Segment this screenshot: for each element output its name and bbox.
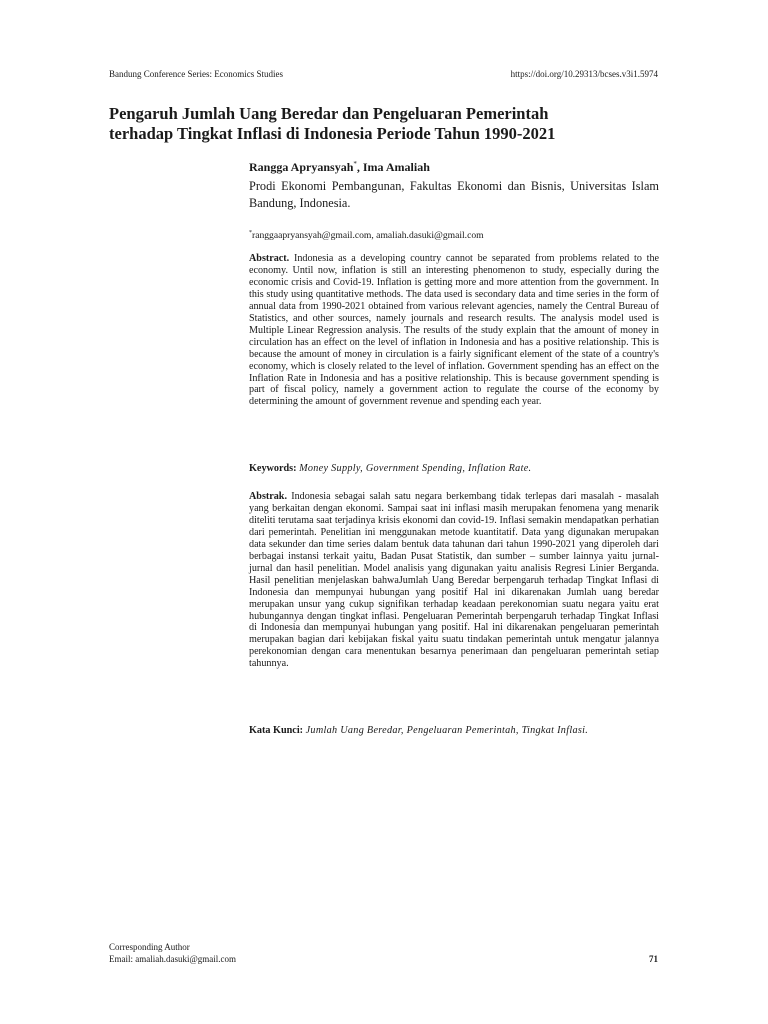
keywords-values: Money Supply, Government Spending, Inflation Rate.	[299, 463, 532, 474]
corresponding-author-label: Corresponding Author	[109, 942, 190, 952]
email-mark: *	[249, 230, 252, 236]
keywords-indonesian	[249, 724, 659, 737]
title-line-2: terhadap Tingkat Inflasi di Indonesia Periode Tahun 1990-2021	[109, 124, 556, 143]
affiliation: Prodi Ekonomi Pembangunan, Fakultas Ekonomi dan Bisnis, Universitas Islam Bandung, Indonesia.	[249, 179, 659, 210]
doi-link[interactable]: https://doi.org/10.29313/bcses.v3i1.5974	[510, 69, 658, 79]
author-list	[249, 156, 659, 175]
author-separator: ,	[356, 160, 363, 174]
page-number: 71	[649, 954, 658, 964]
journal-name: Bandung Conference Series: Economics Studies	[109, 69, 283, 79]
corresponding-email[interactable]: Email: amaliah.dasuki@gmail.com	[109, 954, 237, 964]
abstract-text: Indonesia as a developing country cannot be separated from problems related to the economy. Until now, inflation is still an interesting phenomenon to study, especially during the economic crisis and Covid-19. Inflation is getting more and more attention from the government. In this study using quantitative methods. The data used is secondary data and time series in the form of annual data from 1990-2021 obtained from various relevant agencies, namely the Central Bureau of Statistics, and other sources, namely journals and research results. The analysis model used is Multiple Linear Regression analysis. The results of the study explain that the amount of money in circulation has an effect on the level of inflation in Indonesia and has a positive relationship. This is because the amount of money in circulation is a fairly significant element of the state of a country's economy, which is closely related to the level of inflation. Government spending has an effect on the Inflation Rate in Indonesia and has a positive relationship. This is because government spending is part of fiscal policy, namely a government action to regulate the course of the economy by determining the amount of government revenue and spending each year.	[249, 253, 659, 408]
title-line-1: Pengaruh Jumlah Uang Beredar dan Pengeluaran Pemerintah	[109, 104, 549, 123]
abstract-english	[249, 253, 659, 408]
author-emails	[249, 227, 659, 242]
kata-kunci-values: Jumlah Uang Beredar, Pengeluaran Pemerintah, Tingkat Inflasi.	[305, 725, 589, 736]
kata-kunci-label: Kata Kunci:	[249, 725, 304, 736]
author-name: Ima Amaliah	[362, 160, 430, 174]
abstrak-text: Indonesia sebagai salah satu negara berkembang tidak terlepas dari masalah - masalah yang berkaitan dengan ekonomi. Sampai saat ini inflasi masih merupakan fenomena yang menarik diteliti terutama saat terjadinya krisis ekonomi dan covid-19. Inflasi semakin mendapatkan perhatian dari pemerintah. Penelitian ini menggunakan metode kuantitatif. Data yang digunakan merupakan data sekunder dan time series dalam bentuk data tahunan dari tahun 1990-2021 yang diperoleh dari berbagai instansi terkait yaitu, Badan Pusat Statistik, dan sumber – sumber lainnya yaitu jurnal-jurnal dan hasil penelitian. Model analisis yang digunakan yaitu analisis Regresi Linier Berganda. Hasil penelitian menjelaskan bahwaJumlah Uang Beredar berpengaruh terhadap Tingkat Inflasi di Indonesia dan mempunyai hubungan yang positif Hal ini dikarenakan Jumlah uang beredar merupakan unsur yang cukup signifikan terhadap keadaan perekonomian suatu negara yaitu erat hubungannya dengan tingkat inflasi. Pengeluaran Pemerintah berpengaruh terhadap Tingkat Inflasi di Indonesia dan mempunyai hubungan yang positif. Hal ini dikarenakan pengeluaran pemerintah merupakan bagian dari kebijakan fiskal yaitu suatu tindakan pemerintah untuk mengatur jalannya perekonomian dengan cara menentukan besarnya penerimaan dan pengeluaran pemerintah setiap tahunnya.	[249, 491, 659, 670]
page-footer	[109, 941, 658, 965]
abstract-label: Abstract.	[249, 253, 290, 264]
author-name: Rangga Apryansyah	[249, 160, 354, 174]
paper-title	[109, 104, 669, 144]
corresponding-mark: *	[353, 160, 357, 168]
abstract-indonesian	[249, 491, 659, 670]
keywords-label: Keywords:	[249, 463, 297, 474]
keywords-english	[249, 462, 659, 475]
email-list[interactable]: ranggaapryansyah@gmail.com, amaliah.dasuki@gmail.com	[252, 230, 484, 241]
abstrak-label: Abstrak.	[249, 491, 287, 502]
